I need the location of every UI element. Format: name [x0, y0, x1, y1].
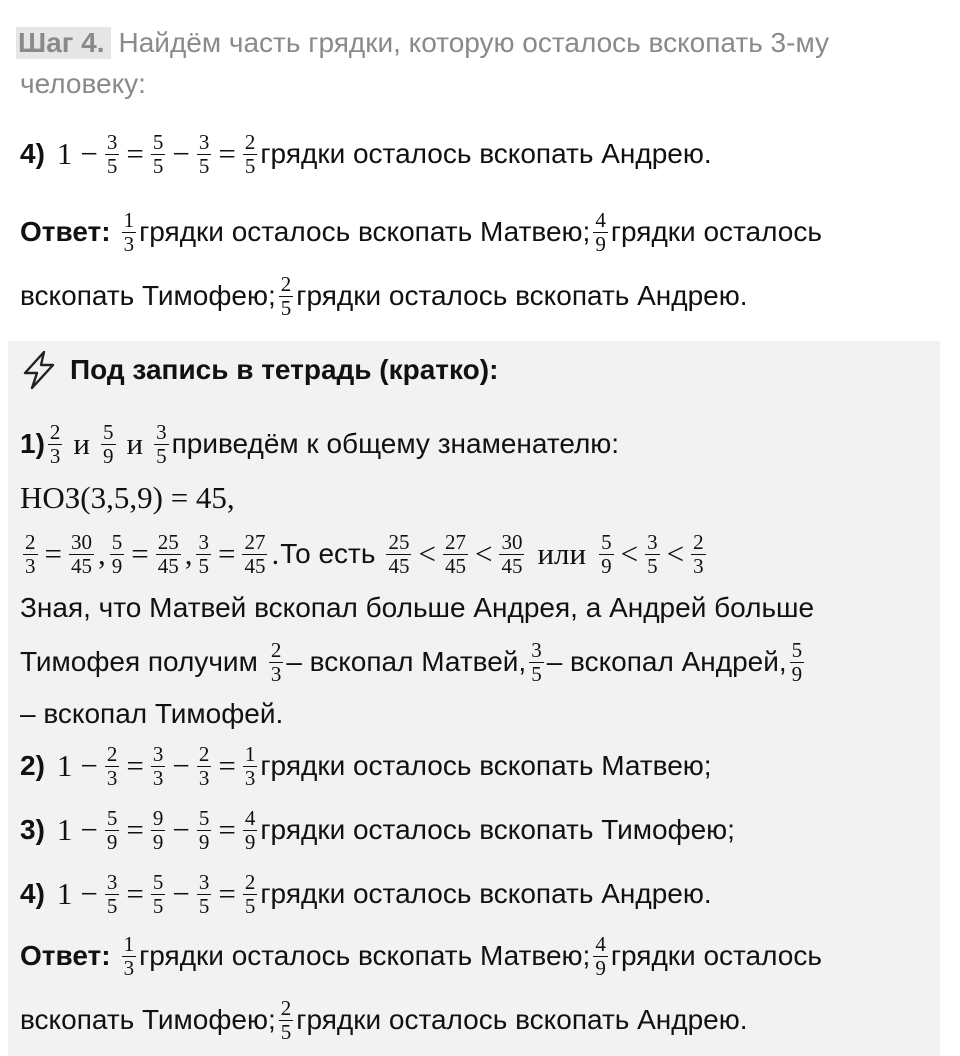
step-label: 2) — [20, 750, 45, 781]
fraction: $\frac{3}{3}$ — [152, 741, 164, 790]
equation-math: 1 − $\frac{3}{5}$ = $\frac{5}{5}$ − $\frac{3}{5}$ = $\frac{2}{5}$ — [56, 869, 256, 918]
answer-bottom-line2 — [20, 992, 946, 1048]
reasoning-text: – вскопал Тимофей. — [20, 698, 284, 729]
fraction: $\frac{3}{5}$ — [647, 529, 658, 578]
equation-text: грядки осталось вскопать Андрею. — [260, 878, 712, 909]
fraction: $\frac{30}{45}$ — [501, 529, 523, 578]
step-label: 1) — [20, 428, 45, 459]
answer-bottom-line1 — [20, 928, 946, 984]
lcd-text: НОЗ(3,5,9) = 45, — [20, 480, 235, 515]
answer-top-line2 — [20, 268, 946, 324]
reasoning-text: Тимофея получим — [20, 646, 258, 677]
fraction: $\frac{3}{5}$ — [198, 529, 209, 578]
fraction: $\frac{3}{5}$ — [106, 869, 118, 918]
fraction: $\frac{27}{45}$ — [244, 529, 266, 578]
fraction: $\frac{1}{3}$ — [123, 931, 135, 980]
answer-label: Ответ: — [20, 216, 111, 247]
reasoning-line-3 — [20, 686, 946, 742]
fraction: $\frac{5}{9}$ — [198, 805, 210, 854]
op: − — [172, 136, 190, 171]
fraction: $\frac{2}{5}$ — [244, 129, 256, 178]
step-title: Найдём часть грядки, которую осталось вскопать 3-му — [118, 27, 830, 58]
fraction: $\frac{5}{9}$ — [601, 529, 612, 578]
fraction: $\frac{9}{9}$ — [152, 805, 164, 854]
fraction: $\frac{2}{5}$ — [244, 869, 256, 918]
fraction: $\frac{5}{9}$ — [791, 637, 803, 686]
fraction: $\frac{5}{9}$ — [103, 419, 114, 468]
reasoning-text: – вскопал Матвей, — [286, 646, 527, 677]
conversion-line: $\frac{2}{3}$ = $\frac{30}{45}$ , $\frac{5}{9}$ = $\frac{25}{45}$ , $\frac{3}{5}$ = $\frac{27}{45}$ . То есть $\frac{25}{45}$ < $\frac{27}{45}$ < $\frac{30}{45}$ или $\frac{5}{9}$ < $\frac{3}{5}$ < $\frac{2}{3}$ — [25, 529, 704, 578]
step-badge: Шаг 4. — [16, 27, 111, 59]
lcd-line — [20, 470, 946, 526]
fraction: $\frac{3}{5}$ — [156, 419, 167, 468]
fraction: $\frac{4}{9}$ — [595, 207, 606, 256]
fraction: $\frac{3}{5}$ — [198, 869, 210, 918]
and-word: и — [73, 426, 90, 461]
answer-text: грядки осталось — [610, 216, 822, 247]
and-word: и — [126, 426, 144, 461]
fraction: $\frac{25}{45}$ — [157, 529, 179, 578]
fraction: $\frac{3}{5}$ — [198, 129, 210, 178]
reasoning-line-2 — [20, 634, 946, 690]
fraction: $\frac{5}{9}$ — [106, 805, 118, 854]
fraction: $\frac{5}{5}$ — [152, 869, 164, 918]
brief-step-2 — [20, 738, 946, 794]
brief-heading — [20, 342, 946, 398]
equation-text: грядки осталось вскопать Андрею. — [260, 138, 712, 169]
fraction: $\frac{5}{5}$ — [152, 129, 164, 178]
answer-top-line1 — [20, 204, 946, 260]
equation-text: грядки осталось вскопать Матвею; — [260, 750, 712, 781]
answer-label: Ответ: — [20, 940, 111, 971]
fraction: $\frac{2}{3}$ — [270, 637, 282, 686]
op: − — [80, 136, 98, 171]
answer-text: грядки осталось вскопать Матвею; — [139, 216, 591, 247]
lightning-bolt-icon — [20, 350, 58, 390]
brief-step-4 — [20, 866, 946, 922]
equation-math: 1 − $\frac{5}{9}$ = $\frac{9}{9}$ − $\frac{5}{9}$ = $\frac{4}{9}$ — [56, 805, 256, 854]
step-label: 3) — [20, 814, 45, 845]
answer-text: грядки осталось вскопать Матвею; — [139, 940, 591, 971]
answer-text: вскопать Тимофею; — [20, 280, 276, 311]
reasoning-text: Зная, что Матвей вскопал больше Андрея, а Андрей больше — [20, 592, 815, 623]
equation-math — [53, 131, 260, 178]
answer-text: грядки осталось вскопать Андрею. — [296, 280, 748, 311]
answer-text: грядки осталось — [610, 940, 822, 971]
op: = — [126, 136, 144, 171]
reasoning-line-1 — [20, 580, 946, 636]
fraction: $\frac{1}{3}$ — [244, 741, 256, 790]
equation-4-top — [20, 126, 946, 182]
brief-heading-text: Под запись в тетрадь (кратко): — [70, 354, 499, 385]
reasoning-text: – вскопал Андрей, — [546, 646, 787, 677]
fraction: $\frac{2}{3}$ — [198, 741, 210, 790]
fraction: $\frac{25}{45}$ — [388, 529, 410, 578]
step-title-cont: человеку: — [20, 68, 146, 99]
step-text: приведём к общему знаменателю: — [171, 428, 620, 459]
step-label: 4) — [20, 878, 45, 909]
fraction: $\frac{2}{5}$ — [280, 271, 292, 320]
brief-step-3 — [20, 802, 946, 858]
equation-text: грядки осталось вскопать Тимофею; — [260, 814, 735, 845]
fraction: $\frac{1}{3}$ — [123, 207, 135, 256]
num: 1 — [56, 136, 73, 171]
fraction: $\frac{27}{45}$ — [444, 529, 466, 578]
fraction: $\frac{2}{3}$ — [693, 529, 704, 578]
fraction: $\frac{2}{3}$ — [25, 529, 36, 578]
fraction: $\frac{3}{5}$ — [531, 637, 542, 686]
step-heading-cont — [20, 60, 946, 108]
answer-text: вскопать Тимофею; — [20, 1004, 276, 1035]
fraction: $\frac{4}{9}$ — [595, 931, 606, 980]
equation-math: 1 − $\frac{2}{3}$ = $\frac{3}{3}$ − $\frac{2}{3}$ = $\frac{1}{3}$ — [56, 741, 256, 790]
fraction: $\frac{5}{9}$ — [111, 529, 123, 578]
fraction: $\frac{4}{9}$ — [244, 805, 256, 854]
fraction: $\frac{30}{45}$ — [70, 529, 92, 578]
fraction: $\frac{2}{3}$ — [106, 741, 118, 790]
to-est-text: То есть — [280, 538, 376, 569]
fraction: $\frac{2}{3}$ — [49, 419, 61, 468]
or-word: или — [537, 536, 587, 571]
op: = — [218, 136, 236, 171]
brief-step-1 — [20, 416, 946, 472]
fraction: $\frac{2}{5}$ — [280, 995, 292, 1044]
fraction: $\frac{3}{5}$ — [106, 129, 118, 178]
equation-label: 4) — [20, 138, 45, 169]
answer-text: грядки осталось вскопать Андрею. — [296, 1004, 748, 1035]
